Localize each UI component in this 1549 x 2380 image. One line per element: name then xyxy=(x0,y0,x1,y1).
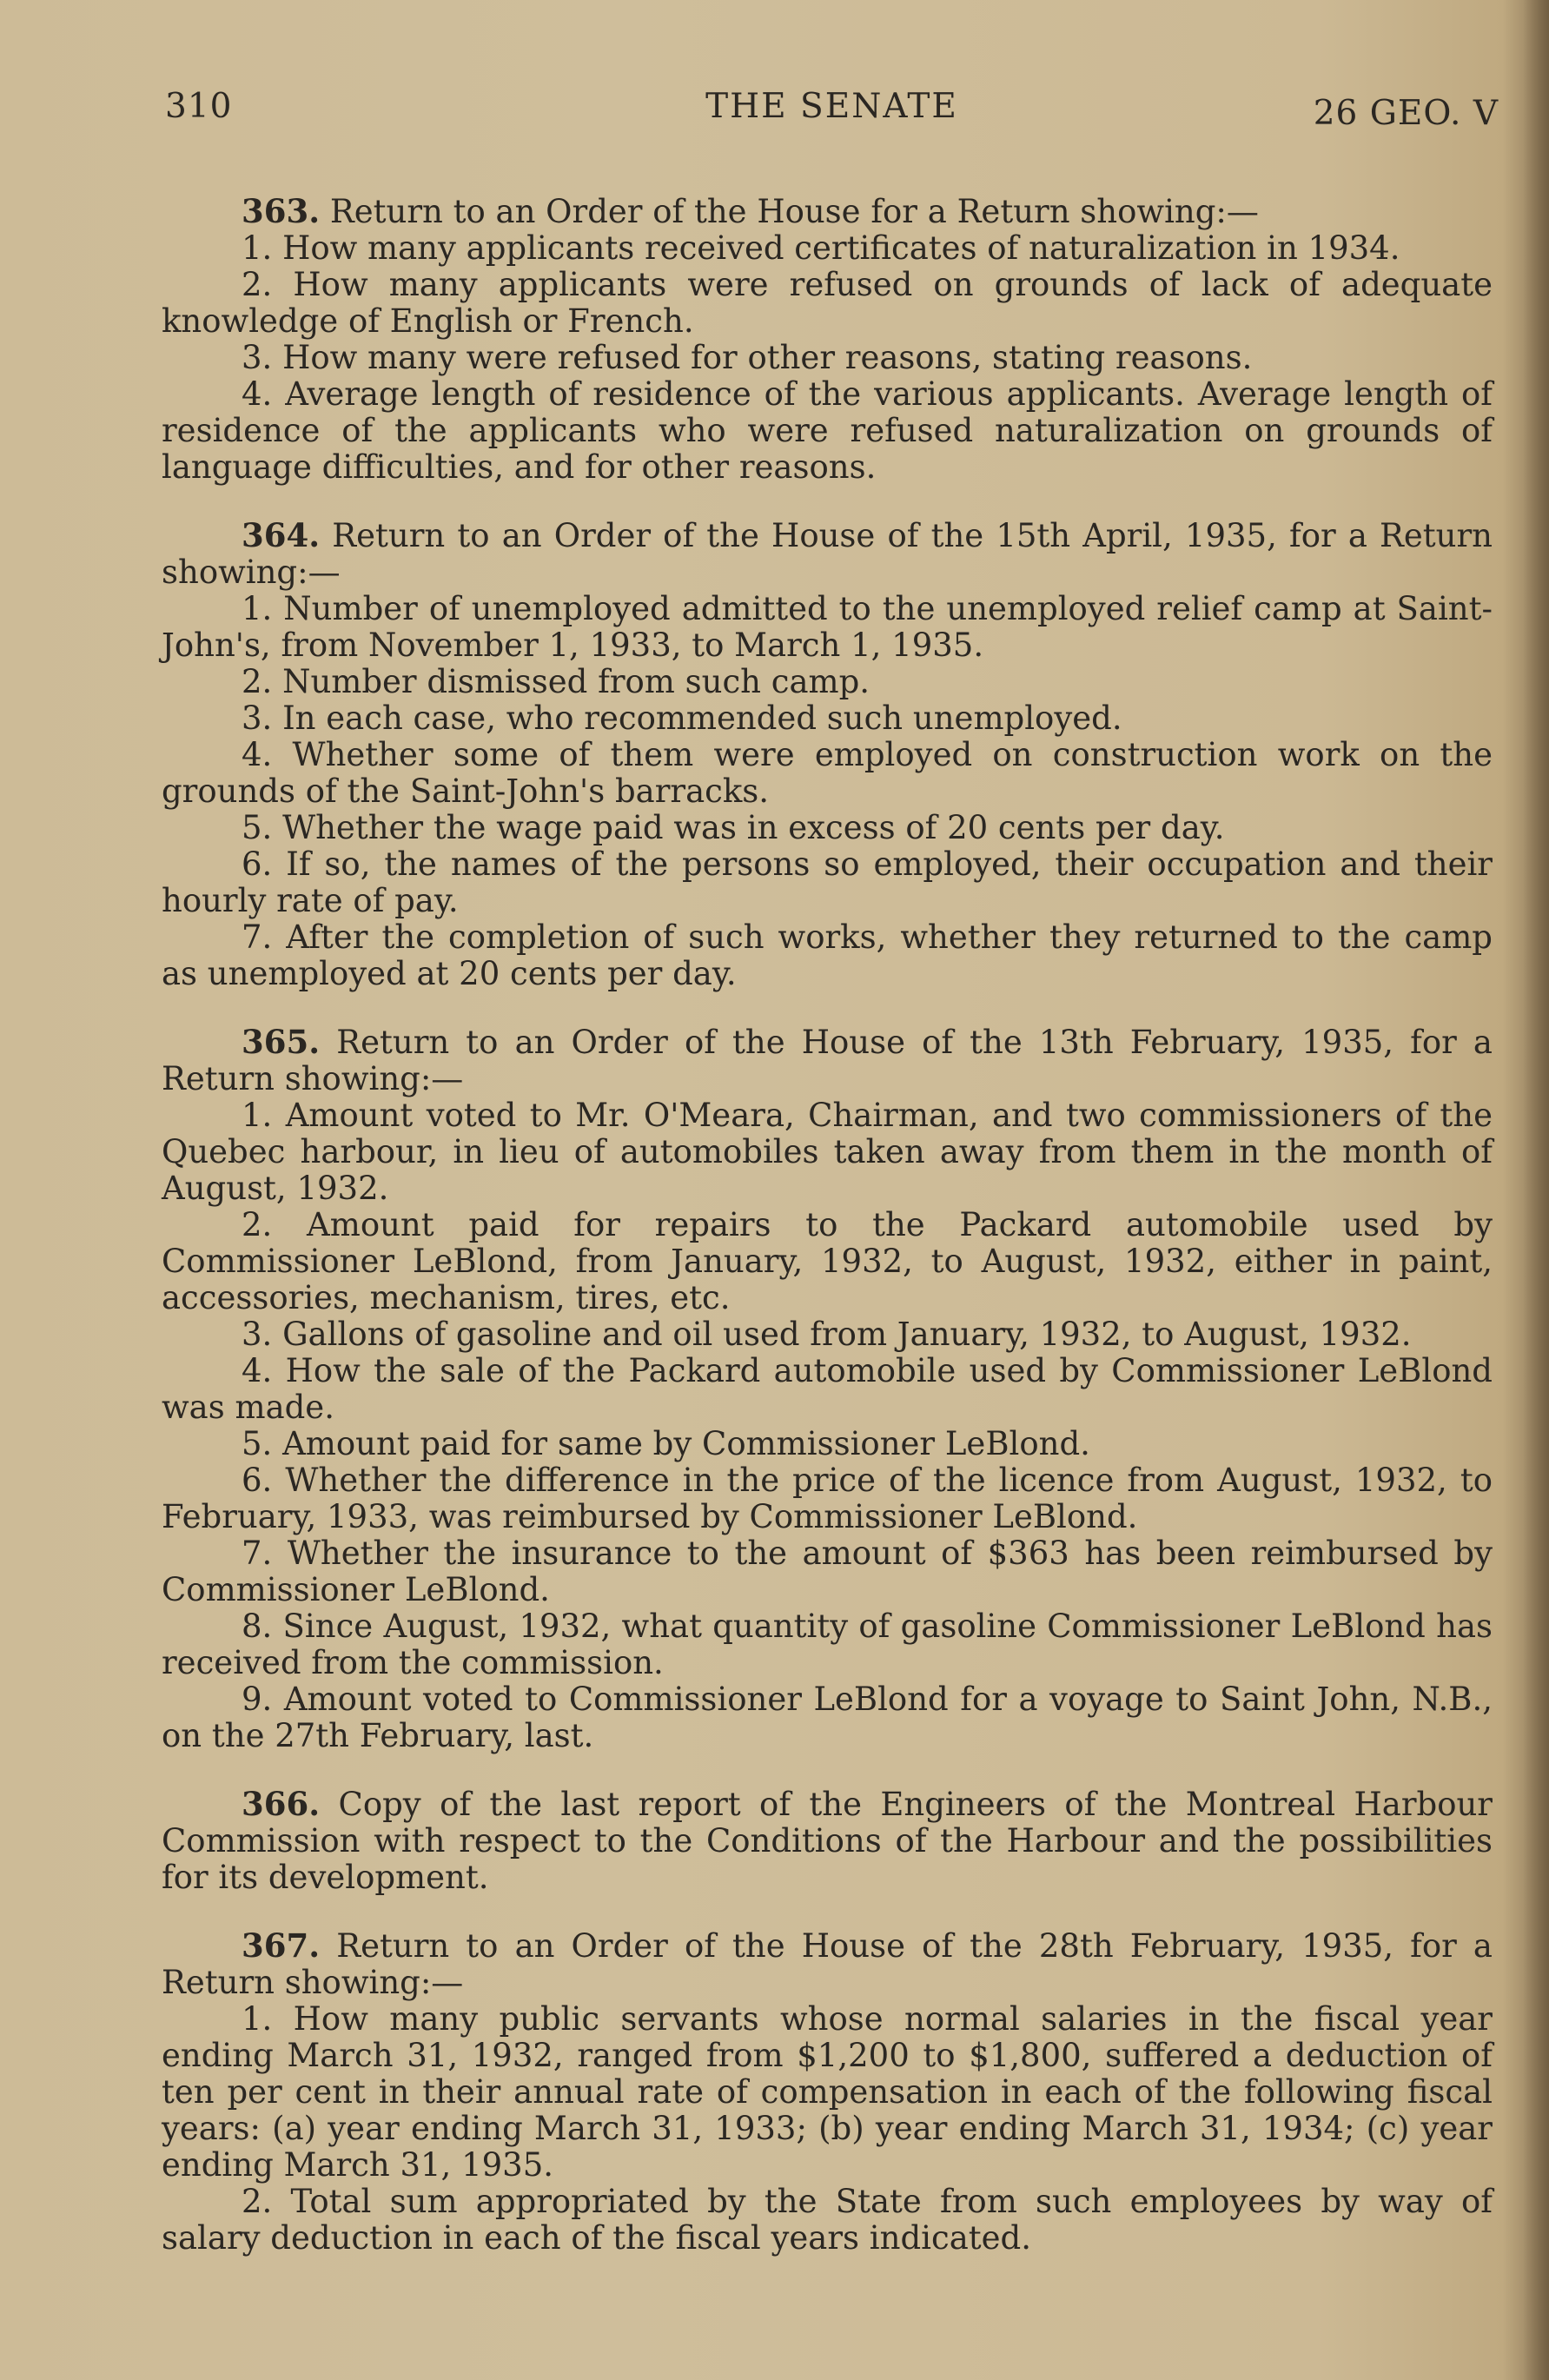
question: 1. How many applicants received certificates of naturalization in 1934. xyxy=(242,229,1400,267)
item-intro-text: Return to an Order of the House of the 15th April, 1935, for a Return showing:— xyxy=(162,517,1493,591)
question: 1. How many public servants whose normal salaries in the fiscal year ending March 31, 1932, ranged from $1,200 to $1,800, suffered a deduction of ten per cent in their annual rate of compensation in each of the following fiscal years: (a) year ending March 31, 1933; (b) year ending March 31, 1934; (c) year ending March 31, 1935. xyxy=(162,2000,1493,2184)
question: 6. Whether the difference in the price of the licence from August, 1932, to February, 1933, was reimbursed by Commissioner LeBlond. xyxy=(162,1462,1493,1535)
item-365 xyxy=(162,1024,1493,1754)
item-intro xyxy=(162,1024,1493,1097)
item-number: 365. xyxy=(242,1023,321,1061)
question: 5. Whether the wage paid was in excess of 20 cents per day. xyxy=(242,809,1225,846)
question: 1. Amount voted to Mr. O'Meara, Chairman, and two commissioners of the Quebec harbour, in lieu of automobiles taken away from them in the month of August, 1932. xyxy=(162,1097,1493,1207)
question: 2. Total sum appropriated by the State from such employees by way of salary deduction in each of the fiscal years indicated. xyxy=(162,2183,1493,2257)
item-number: 364. xyxy=(242,516,321,554)
item-intro xyxy=(162,1927,1493,2001)
question: 4. How the sale of the Packard automobile used by Commissioner LeBlond was made. xyxy=(162,1352,1493,1426)
item-364 xyxy=(162,517,1493,992)
question: 2. Number dismissed from such camp. xyxy=(242,663,870,700)
item-number: 363. xyxy=(242,192,321,230)
item-363 xyxy=(162,193,1493,486)
question: 6. If so, the names of the persons so employed, their occupation and their hourly rate of pay. xyxy=(162,845,1493,919)
page-header xyxy=(165,87,1499,139)
item-intro-text: Copy of the last report of the Engineers of the Montreal Harbour Commission with respect to the Conditions of the Harbour and the possibilities for its development. xyxy=(162,1786,1493,1896)
item-366 xyxy=(162,1786,1493,1896)
item-intro-text: Return to an Order of the House of the 13th February, 1935, for a Return showing:— xyxy=(162,1024,1493,1097)
question: 3. In each case, who recommended such unemployed. xyxy=(242,699,1122,737)
question: 8. Since August, 1932, what quantity of gasoline Commissioner LeBlond has received from the commission. xyxy=(162,1608,1493,1681)
question: 2. How many applicants were refused on grounds of lack of adequate knowledge of English or French. xyxy=(162,266,1493,340)
item-intro-text: Return to an Order of the House of the 28th February, 1935, for a Return showing:— xyxy=(162,1927,1493,2001)
question: 4. Whether some of them were employed on construction work on the grounds of the Saint-John's barracks. xyxy=(162,736,1493,810)
item-367 xyxy=(162,1927,1493,2257)
item-intro-text: Return to an Order of the House for a Return showing:— xyxy=(329,193,1259,230)
item-number: 366. xyxy=(242,1785,321,1823)
question: 5. Amount paid for same by Commissioner LeBlond. xyxy=(242,1425,1090,1462)
item-number: 367. xyxy=(242,1926,321,1965)
question: 9. Amount voted to Commissioner LeBlond for a voyage to Saint John, N.B., on the 27th February, last. xyxy=(162,1681,1493,1754)
page-edge-shadow xyxy=(1523,0,1549,2380)
item-intro xyxy=(162,193,1493,230)
question: 4. Average length of residence of the various applicants. Average length of residence of the applicants who were refused naturalization on grounds of language difficulties, and for other reasons. xyxy=(162,375,1493,486)
question: 3. Gallons of gasoline and oil used from January, 1932, to August, 1932. xyxy=(242,1316,1412,1353)
question: 7. After the completion of such works, whether they returned to the camp as unemployed at 20 cents per day. xyxy=(162,918,1493,992)
item-intro xyxy=(162,517,1493,591)
item-intro xyxy=(162,1786,1493,1896)
question: 3. How many were refused for other reasons, stating reasons. xyxy=(242,339,1253,376)
page-title: THE SENATE xyxy=(705,87,958,126)
question: 1. Number of unemployed admitted to the unemployed relief camp at Saint-John's, from November 1, 1933, to March 1, 1935. xyxy=(162,590,1493,664)
question: 7. Whether the insurance to the amount of $363 has been reimbursed by Commissioner LeBlond. xyxy=(162,1535,1493,1608)
page-number: 310 xyxy=(165,87,233,126)
document-body xyxy=(162,193,1493,2288)
regnal-year: 26 GEO. V xyxy=(1313,94,1499,133)
question: 2. Amount paid for repairs to the Packard automobile used by Commissioner LeBlond, from January, 1932, to August, 1932, either in paint, accessories, mechanism, tires, etc. xyxy=(162,1206,1493,1316)
